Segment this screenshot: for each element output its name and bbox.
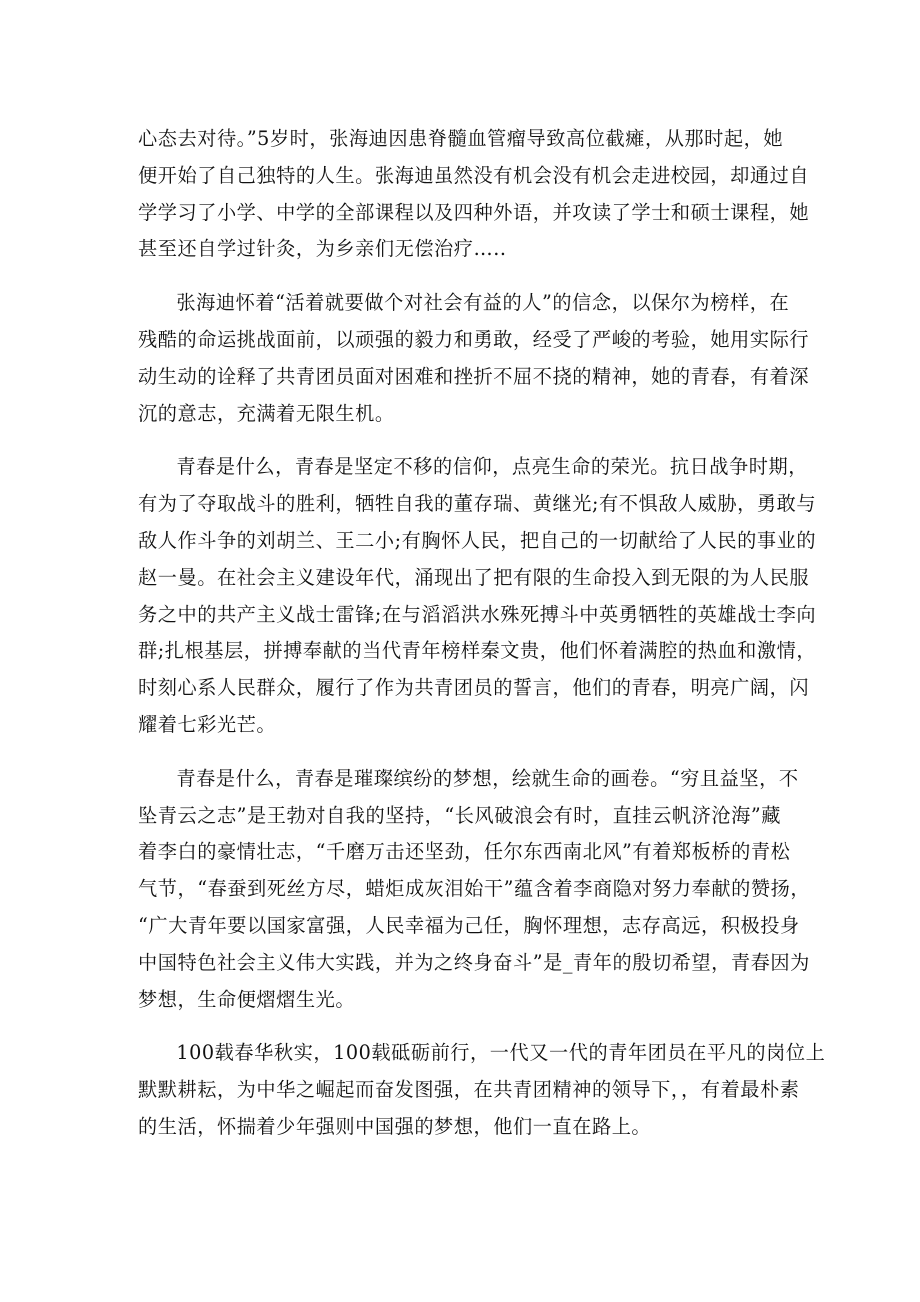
text-line: 甚至还自学过针灸，为乡亲们无偿治疗….. — [138, 237, 507, 261]
text-line: 着李白的豪情壮志，“千磨万击还坚劲，任尔东西南北风”有着郑板桥的青松 — [138, 840, 791, 864]
text-line: “广大青年要以国家富强，人民幸福为己任，胸怀理想，志存高远，积极投身 — [138, 913, 800, 937]
text-line: 残酷的命运挑战面前，以顽强的毅力和勇敢，经受了严峻的考验，她用实际行 — [138, 327, 810, 351]
paragraph-centennial — [138, 1035, 826, 1145]
text-line: 梦想，生命便熠熠生光。 — [138, 987, 356, 1011]
document-page — [138, 121, 826, 1163]
paragraph-zhang-haidi-belief — [138, 285, 810, 432]
paragraph-zhang-haidi-background — [138, 121, 810, 268]
text-line: 动生动的诠释了共青团员面对困难和挫折不屈不挠的精神，她的青春，有着深 — [138, 364, 810, 388]
text-line: 张海迪怀着“活着就要做个对社会有益的人”的信念，以保尔为榜样，在 — [176, 291, 790, 315]
text-line: 坠青云之志”是王勃对自我的坚持，“长风破浪会有时，直挂云帆济沧海”藏 — [138, 803, 781, 827]
text-line: 青春是什么，青春是璀璨缤纷的梦想，绘就生命的画卷。“穷且益坚，不 — [176, 766, 799, 790]
text-line: 敌人作斗争的刘胡兰、王二小;有胸怀人民，把自己的一切献给了人民的事业的 — [138, 528, 817, 552]
text-line: 有为了夺取战斗的胜利，牺牲自我的董存瑞、黄继光;有不惧敌人威胁，勇敢与 — [138, 492, 817, 516]
text-line: 气节，“春蚕到死丝方尽，蜡炬成灰泪始干”蕴含着李商隐对努力奉献的赞扬， — [138, 877, 811, 901]
text-line: 便开始了自己独特的人生。张海迪虽然没有机会没有机会走进校园，却通过自 — [138, 163, 810, 187]
text-line: 默默耕耘，为中华之崛起而奋发图强，在共青团精神的领导下，，有着最朴素 — [138, 1078, 800, 1102]
text-line: 学学习了小学、中学的全部课程以及四种外语，并攻读了学士和硕士课程，她 — [138, 200, 810, 224]
text-line: 务之中的共产主义战士雷锋;在与滔滔洪水殊死搏斗中英勇牺牲的英雄战士李向 — [138, 602, 817, 626]
text-line: 100载春华秋实，100载砥砺前行，一代又一代的青年团员在平凡的岗位上 — [176, 1041, 826, 1065]
text-line: 群;扎根基层，拼搏奉献的当代青年榜样秦文贵，他们怀着满腔的热血和激情， — [138, 639, 817, 663]
text-line: 青春是什么，青春是坚定不移的信仰，点亮生命的荣光。抗日战争时期， — [176, 455, 808, 479]
paragraph-youth-dream — [138, 761, 811, 1019]
paragraph-youth-faith — [138, 449, 817, 743]
text-line: 的生活，怀揣着少年强则中国强的梦想，他们一直在路上。 — [138, 1114, 652, 1138]
text-line: 中国特色社会主义伟大实践，并为之终身奋斗”是_青年的殷切希望，青春因为 — [138, 950, 810, 974]
text-line: 耀着七彩光芒。 — [138, 712, 277, 736]
text-line: 沉的意志，充满着无限生机。 — [138, 401, 395, 425]
text-line: 心态去对待。”5岁时，张海迪因患脊髓血管瘤导致高位截瘫，从那时起，她 — [138, 127, 784, 150]
text-line: 赵一曼。在社会主义建设年代，涌现出了把有限的生命投入到无限的为人民服 — [138, 565, 810, 589]
text-line: 时刻心系人民群众，履行了作为共青团员的誓言，他们的青春，明亮广阔，闪 — [138, 676, 810, 700]
